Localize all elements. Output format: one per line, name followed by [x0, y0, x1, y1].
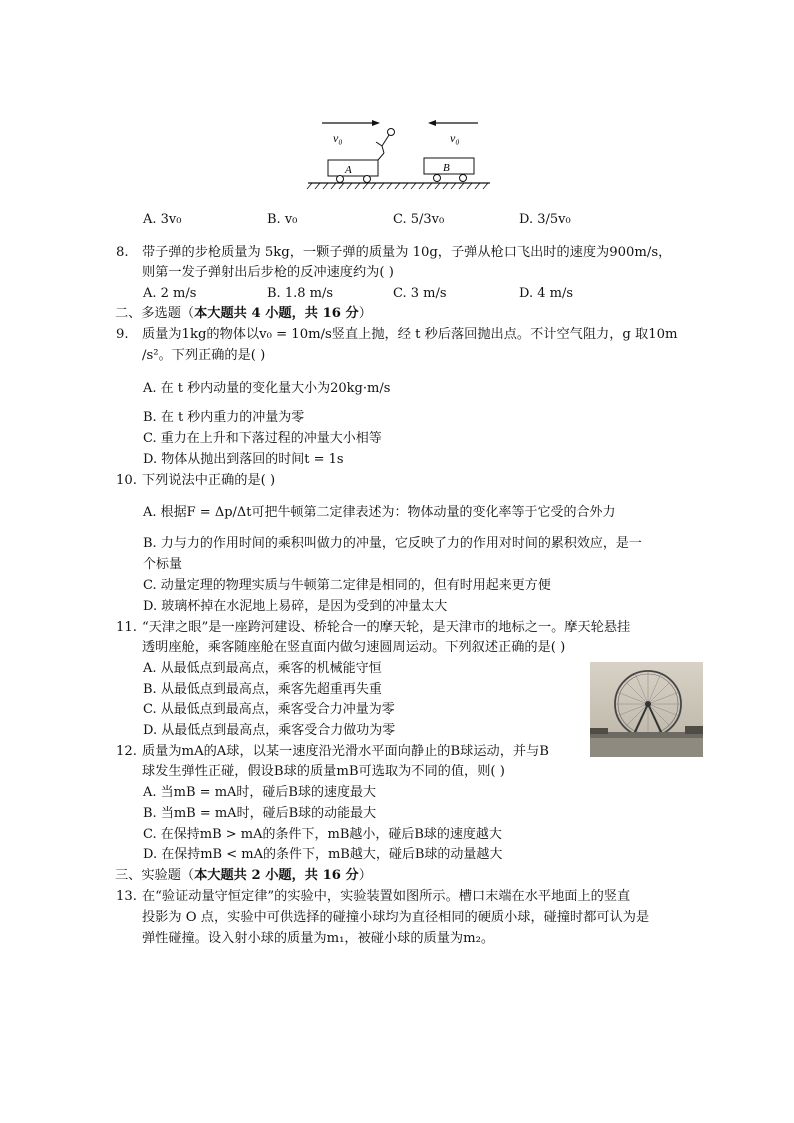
q8-line1: 带子弹的步枪质量为 5kg，一颗子弹的质量为 10g，子弹从枪口飞出时的速度为900m/s，: [142, 245, 672, 260]
q8-number: 8.: [116, 245, 129, 260]
q13-number: 13.: [116, 889, 137, 904]
q10-option-d: D. 玻璃杯掉在水泥地上易碎，是因为受到的冲量太大: [143, 599, 448, 614]
section-3-prefix: 三、实验题（: [115, 868, 195, 883]
q12-option-c: C. 在保持mB > mA的条件下，mB越小，碰后B球的速度越大: [143, 827, 502, 842]
q10-option-a: A. 根据F = Δp/Δt可把牛顿第二定律表述为：物体动量的变化率等于它受的合外力: [143, 505, 616, 520]
section-2-bold: 本大题共 4 小题，共 16 分: [194, 306, 359, 321]
q8-option-d: D. 4 m/s: [519, 286, 574, 301]
section-3-suffix: ）: [358, 868, 372, 883]
right-velocity-label: v₀: [450, 131, 460, 145]
q11-line1: “天津之眼”是一座跨河建设、桥轮合一的摩天轮，是天津市的地标之一。摩天轮悬挂: [142, 620, 631, 635]
ferris-wheel-photo: [590, 662, 703, 757]
q11-line2: 透明座舱，乘客随座舱在竖直面内做匀速圆周运动。下列叙述正确的是( ): [142, 640, 566, 655]
q9-option-c: C. 重力在上升和下落过程的冲量大小相等: [143, 431, 382, 446]
q9-option-b: B. 在 t 秒内重力的冲量为零: [143, 410, 305, 425]
q8-line2: 则第一发子弹射出后步枪的反冲速度约为( ): [142, 265, 394, 280]
q13-line1: 在“验证动量守恒定律”的实验中，实验装置如图所示。槽口末端在水平地面上的竖直: [142, 889, 631, 904]
q12-option-a: A. 当mB = mA时，碰后B球的速度最大: [143, 785, 376, 800]
q9-option-d: D. 物体从抛出到落回的时间t = 1s: [143, 452, 344, 467]
q11-option-c: C. 从最低点到最高点，乘客受合力冲量为零: [143, 702, 395, 717]
cart-a-label: A: [345, 164, 352, 176]
q7-option-b: B. v₀: [267, 212, 298, 227]
q10-number: 10.: [116, 473, 137, 488]
q12-option-b: B. 当mB = mA时，碰后B球的动能最大: [143, 806, 377, 821]
q9-option-a: A. 在 t 秒内动量的变化量大小为20kg·m/s: [143, 381, 391, 396]
q7-option-a: A. 3v₀: [143, 212, 182, 227]
q10-option-b-cont: 个标量: [143, 557, 183, 572]
section-3-heading: [115, 868, 372, 884]
q11-option-a: A. 从最低点到最高点，乘客的机械能守恒: [143, 661, 382, 676]
left-velocity-label: v₀: [333, 131, 343, 145]
q11-option-b: B. 从最低点到最高点，乘客先超重再失重: [143, 682, 382, 697]
section-2-suffix: ）: [358, 306, 372, 321]
q9-line1: 质量为1kg的物体以v₀ = 10m/s竖直上抛，经 t 秒后落回抛出点。不计空气阻力，g 取10m: [142, 327, 678, 342]
q7-option-d: D. 3/5v₀: [519, 212, 571, 227]
q9-line2: /s²。下列正确的是( ): [142, 348, 266, 363]
q13-line3: 弹性碰撞。设入射小球的质量为m₁，被碰小球的质量为m₂。: [142, 931, 495, 946]
q10-option-b: B. 力与力的作用时间的乘积叫做力的冲量，它反映了力的作用对时间的累积效应，是一: [143, 536, 642, 551]
q11-number: 11.: [116, 620, 137, 635]
q10-option-c: C. 动量定理的物理实质与牛顿第二定律是相同的，但有时用起来更方便: [143, 578, 551, 593]
carts-figure: [300, 118, 500, 196]
q7-option-c: C. 5/3v₀: [393, 212, 445, 227]
q9-number: 9.: [116, 327, 129, 342]
q12-number: 12.: [116, 744, 137, 759]
section-2-heading: [115, 306, 372, 322]
q8-option-a: A. 2 m/s: [143, 286, 197, 301]
q8-option-c: C. 3 m/s: [393, 286, 447, 301]
cart-b-label: B: [443, 162, 450, 174]
q8-option-b: B. 1.8 m/s: [267, 286, 334, 301]
section-3-bold: 本大题共 2 小题，共 16 分: [194, 868, 359, 883]
q12-option-d: D. 在保持mB < mA的条件下，mB越大，碰后B球的动量越大: [143, 847, 503, 862]
q11-option-d: D. 从最低点到最高点，乘客受合力做功为零: [143, 723, 396, 738]
cart-a: [328, 160, 378, 176]
q13-line2: 投影为 O 点，实验中可供选择的碰撞小球均为直径相同的硬质小球，碰撞时都可认为是: [142, 910, 650, 925]
section-2-prefix: 二、多选题（: [115, 306, 195, 321]
q12-line2: 球发生弹性正碰，假设B球的质量mB可选取为不同的值，则( ): [142, 764, 505, 779]
q12-line1: 质量为mA的A球，以某一速度沿光滑水平面向静止的B球运动，并与B: [142, 744, 549, 759]
q10-line1: 下列说法中正确的是( ): [142, 473, 276, 488]
